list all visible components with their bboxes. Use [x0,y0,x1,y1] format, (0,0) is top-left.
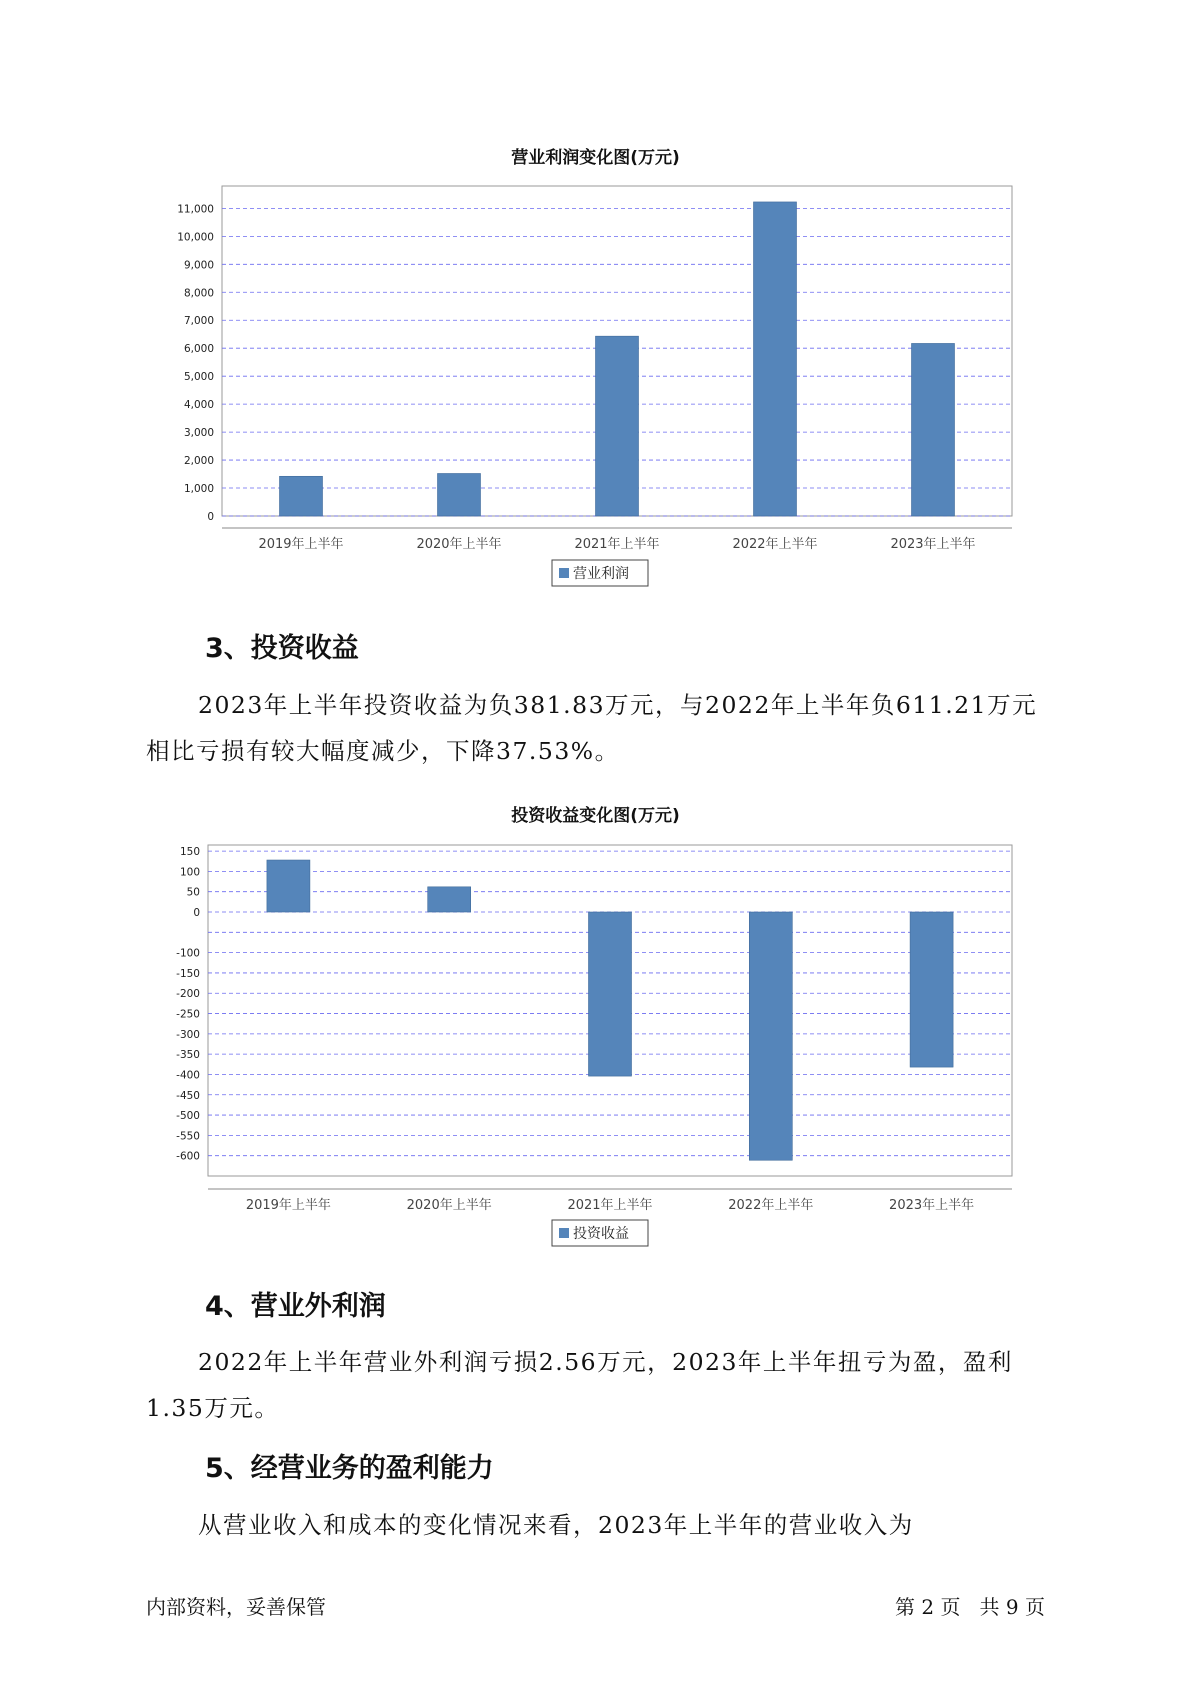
section4-heading: 4、营业外利润 [205,1291,386,1322]
footer-confidential-note: 内部资料，妥善保管 [146,1595,326,1619]
x-tick-label: 2023年上半年 [890,537,976,552]
x-tick-label: 2020年上半年 [406,1198,492,1213]
chart2-title: 投资收益变化图(万元) [511,806,680,826]
section5-paragraph: 从营业收入和成本的变化情况来看，2023年上半年的营业收入为 [198,1511,914,1539]
x-tick-label: 2023年上半年 [889,1198,975,1213]
section4-paragraph: 2022年上半年营业外利润亏损2.56万元，2023年上半年扭亏为盈，盈利1.35万元。 [146,1348,1013,1422]
x-tick-label: 2020年上半年 [416,537,502,552]
y-tick-label: 4,000 [183,399,214,412]
x-tick-label: 2019年上半年 [245,1198,331,1213]
bar [267,860,310,912]
y-tick-label: -300 [176,1028,200,1041]
section3-paragraph: 2023年上半年投资收益为负381.83万元，与2022年上半年负611.21万元相比亏损有较大幅度减少，下降37.53%。 [146,691,1038,765]
y-tick-label: -350 [176,1049,200,1062]
footer-page-number: 第 2 页 共 9 页 [895,1595,1045,1619]
y-tick-label: 100 [179,866,200,879]
y-tick-label: -200 [176,988,200,1001]
x-tick-label: 2021年上半年 [574,537,660,552]
legend-label: 投资收益 [573,1226,629,1242]
y-tick-label: -400 [176,1069,200,1082]
y-tick-label: -500 [176,1110,200,1123]
y-tick-label: 9,000 [183,259,214,272]
x-tick-label: 2022年上半年 [728,1198,814,1213]
legend-swatch [559,1228,569,1238]
y-tick-label: 0 [193,907,200,920]
x-tick-label: 2022年上半年 [732,537,818,552]
y-tick-label: 50 [186,886,200,899]
y-tick-label: 11,000 [177,203,214,216]
section5-heading: 5、经营业务的盈利能力 [205,1453,494,1484]
y-tick-label: -150 [176,967,200,980]
x-tick-label: 2019年上半年 [258,537,344,552]
y-tick-label: 10,000 [177,231,214,244]
bar [589,912,632,1076]
y-tick-label: 150 [179,846,200,859]
bar [428,887,471,912]
y-tick-label: -100 [176,947,200,960]
x-tick-label: 2021年上半年 [567,1198,653,1213]
bar [910,912,953,1067]
y-tick-label: 7,000 [183,315,214,328]
y-tick-label: -600 [176,1150,200,1163]
section3-heading: 3、投资收益 [205,633,359,664]
chart1-title: 营业利润变化图(万元) [511,148,680,168]
legend-label: 营业利润 [573,566,629,582]
y-tick-label: 5,000 [183,371,214,384]
y-tick-label: 1,000 [183,483,214,496]
y-tick-label: -450 [176,1089,200,1102]
y-tick-label: -550 [176,1130,200,1143]
y-tick-label: 6,000 [183,343,214,356]
y-tick-label: 2,000 [183,455,214,468]
y-tick-label: 0 [207,511,214,523]
y-tick-label: 8,000 [183,287,214,300]
y-tick-label: -250 [176,1008,200,1021]
y-tick-label: 3,000 [183,427,214,440]
bar [749,912,792,1160]
